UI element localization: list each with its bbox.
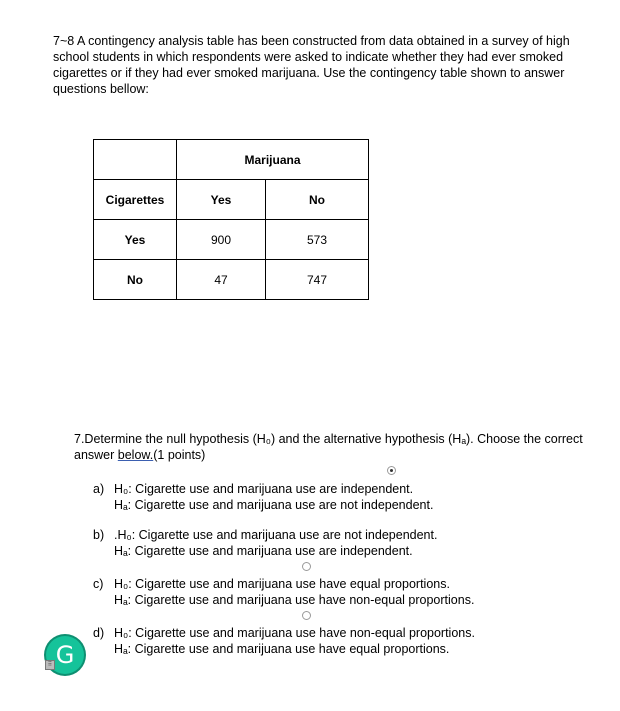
- question-points: (1 points): [153, 448, 206, 462]
- below-link[interactable]: below.: [117, 448, 154, 462]
- drag-handle-icon[interactable]: ⠿: [45, 660, 55, 670]
- table-header-marijuana: Marijuana: [177, 140, 369, 180]
- option-ha: Hₐ: Cigarette use and marijuana use have equal proportions.: [114, 641, 450, 656]
- option-h0: H₀: Cigarette use and marijuana use have non-equal proportions.: [114, 626, 475, 640]
- option-c-radio[interactable]: [302, 562, 311, 571]
- option-b[interactable]: [93, 528, 437, 559]
- option-d[interactable]: [93, 626, 475, 657]
- contingency-table: [93, 139, 369, 300]
- question-body: 7.Determine the null hypothesis (H₀) and the alternative hypothesis (Hₐ). Choose the correct answer: [74, 432, 583, 462]
- option-letter: a): [93, 482, 105, 496]
- table-row: [94, 260, 369, 300]
- option-h0: H₀: Cigarette use and marijuana use have equal proportions.: [114, 577, 450, 591]
- table-cell: 47: [177, 260, 266, 300]
- table-cell: 747: [266, 260, 369, 300]
- option-d-radio[interactable]: [302, 611, 311, 620]
- table-row-header-cigarettes: Cigarettes: [94, 180, 177, 220]
- option-letter: b): [93, 528, 105, 542]
- option-letter: d): [93, 626, 105, 640]
- option-h0: H₀: Cigarette use and marijuana use are independent.: [114, 482, 414, 496]
- table-col-header-yes: Yes: [177, 180, 266, 220]
- option-ha: Hₐ: Cigarette use and marijuana use are not independent.: [114, 497, 434, 512]
- table-cell: 573: [266, 220, 369, 260]
- table-row: [94, 140, 369, 180]
- table-cell: 900: [177, 220, 266, 260]
- table-col-header-no: No: [266, 180, 369, 220]
- option-h0: .H₀: Cigarette use and marijuana use are not independent.: [114, 528, 438, 542]
- table-row: [94, 220, 369, 260]
- table-row: [94, 180, 369, 220]
- question-text: [74, 431, 584, 463]
- table-row-label: Yes: [94, 220, 177, 260]
- option-a-radio[interactable]: [387, 466, 396, 475]
- option-letter: c): [93, 577, 104, 591]
- table-row-label: No: [94, 260, 177, 300]
- option-ha: Hₐ: Cigarette use and marijuana use are independent.: [114, 543, 413, 558]
- option-a[interactable]: [93, 482, 433, 513]
- table-cell-empty: [94, 140, 177, 180]
- option-ha: Hₐ: Cigarette use and marijuana use have non-equal proportions.: [114, 592, 475, 607]
- grammarly-icon: G: [55, 641, 75, 669]
- option-c[interactable]: [93, 577, 474, 608]
- intro-paragraph: 7~8 A contingency analysis table has been constructed from data obtained in a survey of high school students in which respondents were asked to indicate whether they had ever smoked cigarettes or if they had ever smoked marijuana. Use the contingency table shown to answer questions bellow:: [53, 34, 570, 96]
